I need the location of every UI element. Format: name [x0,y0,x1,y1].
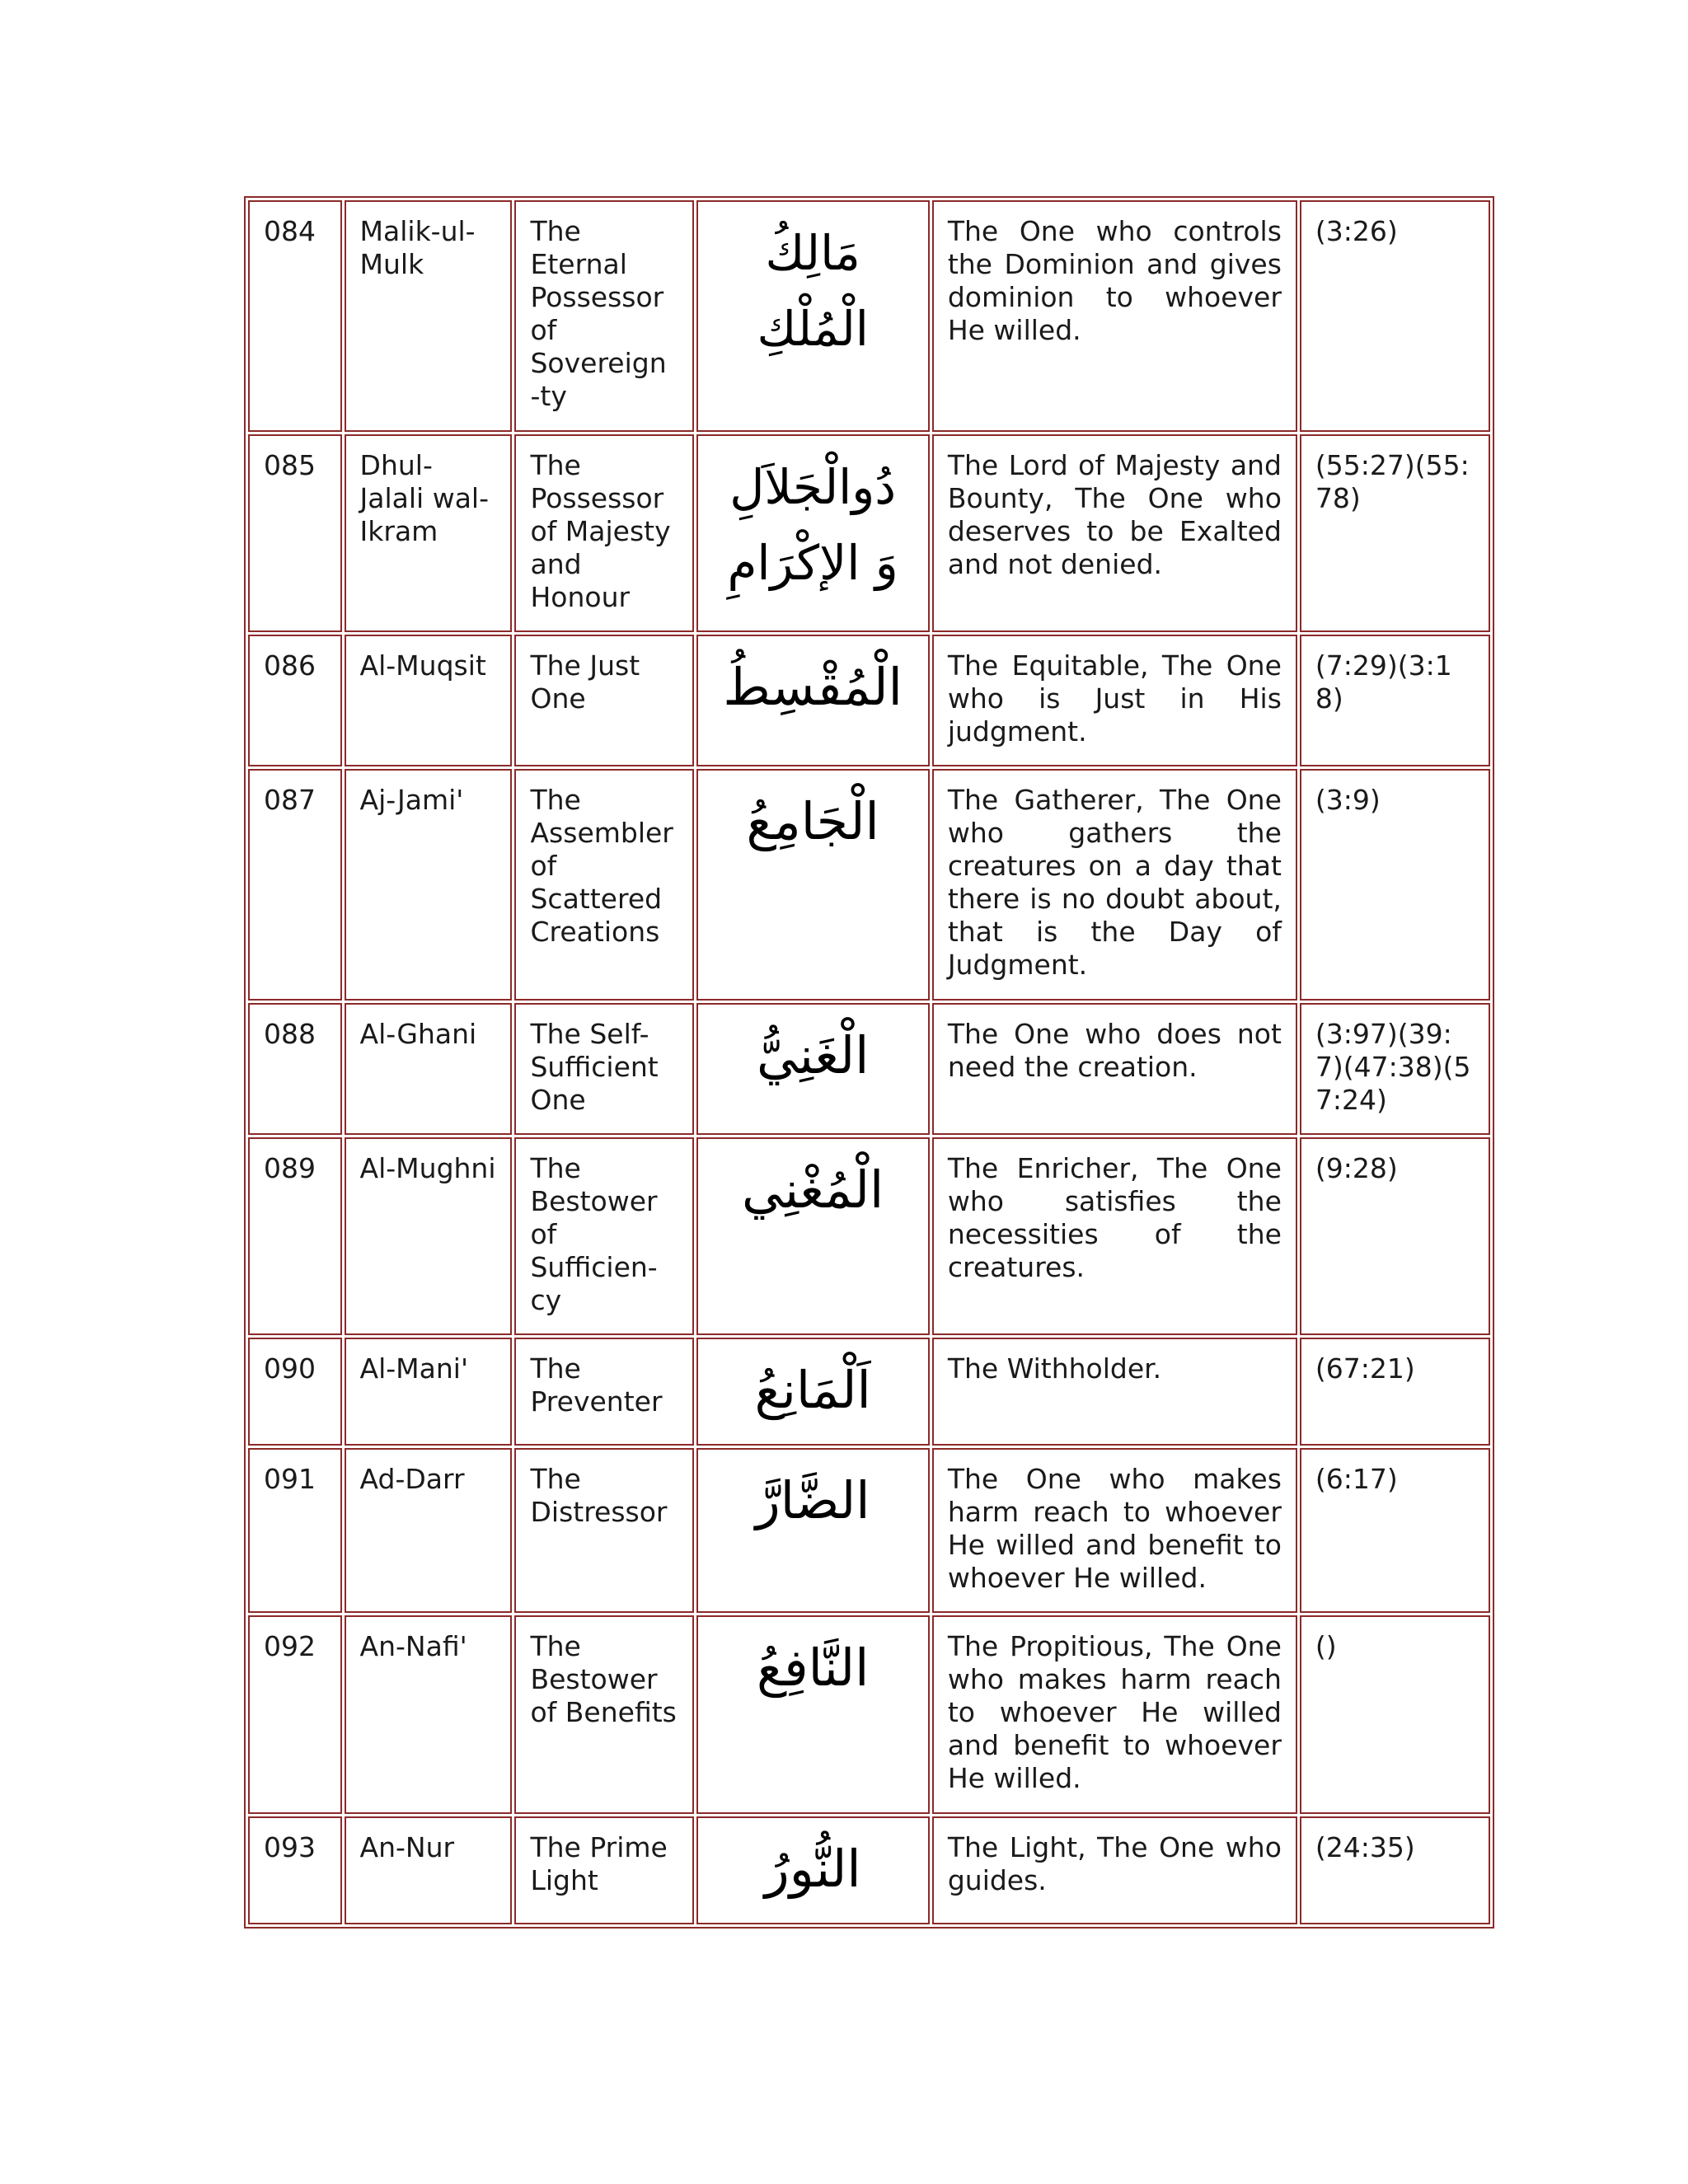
arabic-name: الْمُغْنِي [742,1160,884,1220]
row-number: 093 [248,1816,342,1924]
arabic-name: النُّورُ [764,1839,861,1899]
quran-reference: (3:26) [1300,200,1490,432]
row-number: 092 [248,1615,342,1814]
arabic-name: النَّافِعُ [756,1638,870,1698]
transliteration: Malik-ul-Mulk [345,200,513,432]
arabic-name: الْغَنِيُّ [756,1025,870,1085]
row-number: 086 [248,635,342,766]
table-row [248,1615,1490,1814]
arabic-name: اَلْمَانِعُ [754,1360,871,1420]
table-row [248,1338,1490,1446]
quran-reference: (67:21) [1300,1338,1490,1446]
quran-reference: (3:97)(39:7)(47:38)(57:24) [1300,1003,1490,1135]
transliteration: Ad-Darr [345,1448,513,1613]
description: The One who does not need the creation. [932,1003,1297,1135]
arabic-name: الضَّارَّ [755,1470,870,1530]
quran-reference: (9:28) [1300,1137,1490,1335]
description: The Withholder. [932,1338,1297,1446]
meaning: The Bestower of Benefits [514,1615,693,1814]
transliteration: Al-Ghani [345,1003,513,1135]
table-row [248,1816,1490,1924]
arabic-name-cell [696,200,930,432]
meaning: The Prime Light [514,1816,693,1924]
meaning: The Preventer [514,1338,693,1446]
arabic-name: الْمُقْسِطُ [723,657,903,717]
transliteration: An-Nur [345,1816,513,1924]
table-row [248,1137,1490,1335]
arabic-name-cell [696,1003,930,1135]
description: The One who makes harm reach to whoever He willed and benefit to whoever He willed. [932,1448,1297,1613]
quran-reference: (6:17) [1300,1448,1490,1613]
description: The Equitable, The One who is Just in His judgment. [932,635,1297,766]
arabic-name-cell [696,769,930,1001]
description: The Enricher, The One who satisfies the necessities of the creatures. [932,1137,1297,1335]
meaning: The Possessor of Majesty and Honour [514,434,693,632]
quran-reference: (3:9) [1300,769,1490,1001]
arabic-name-cell [696,1137,930,1335]
table-row [248,1003,1490,1135]
transliteration: Al-Mughni [345,1137,513,1335]
description: The Light, The One who guides. [932,1816,1297,1924]
arabic-name-cell [696,1816,930,1924]
arabic-name: دُوالْجَلاَلِ وَ الإكْرَامِ [727,459,898,591]
table-row [248,434,1490,632]
row-number: 091 [248,1448,342,1613]
row-number: 088 [248,1003,342,1135]
row-number: 090 [248,1338,342,1446]
description: The Gatherer, The One who gathers the creatures on a day that there is no doubt about, that is the Day of Judgment. [932,769,1297,1001]
meaning: The Eternal Possessor of Sovereign -ty [514,200,693,432]
row-number: 085 [248,434,342,632]
arabic-name-cell [696,635,930,766]
row-number: 084 [248,200,342,432]
arabic-name-cell [696,1448,930,1613]
transliteration: Aj-Jami' [345,769,513,1001]
arabic-name-cell [696,434,930,632]
arabic-name: الْجَامِعُ [746,791,879,851]
description: The Propitious, The One who makes harm reach to whoever He willed and benefit to whoever He willed. [932,1615,1297,1814]
arabic-name: مَالِكُ الْمُلْكِ [757,225,869,357]
table-row [248,635,1490,766]
row-number: 087 [248,769,342,1001]
row-number: 089 [248,1137,342,1335]
table-row [248,1448,1490,1613]
transliteration: Dhul-Jalali wal-Ikram [345,434,513,632]
table-row [248,200,1490,432]
description: The One who controls the Dominion and gives dominion to whoever He willed. [932,200,1297,432]
transliteration: Al-Mani' [345,1338,513,1446]
quran-reference: (24:35) [1300,1816,1490,1924]
meaning: The Just One [514,635,693,766]
meaning: The Bestower of Sufficien-cy [514,1137,693,1335]
transliteration: An-Nafi' [345,1615,513,1814]
meaning: The Assembler of Scattered Creations [514,769,693,1001]
quran-reference: () [1300,1615,1490,1814]
quran-reference: (7:29)(3:18) [1300,635,1490,766]
meaning: The Distressor [514,1448,693,1613]
arabic-name-cell [696,1615,930,1814]
table-row [248,769,1490,1001]
quran-reference: (55:27)(55:78) [1300,434,1490,632]
transliteration: Al-Muqsit [345,635,513,766]
description: The Lord of Majesty and Bounty, The One who deserves to be Exalted and not denied. [932,434,1297,632]
meaning: The Self-Sufficient One [514,1003,693,1135]
arabic-name-cell [696,1338,930,1446]
names-table [244,196,1494,1929]
